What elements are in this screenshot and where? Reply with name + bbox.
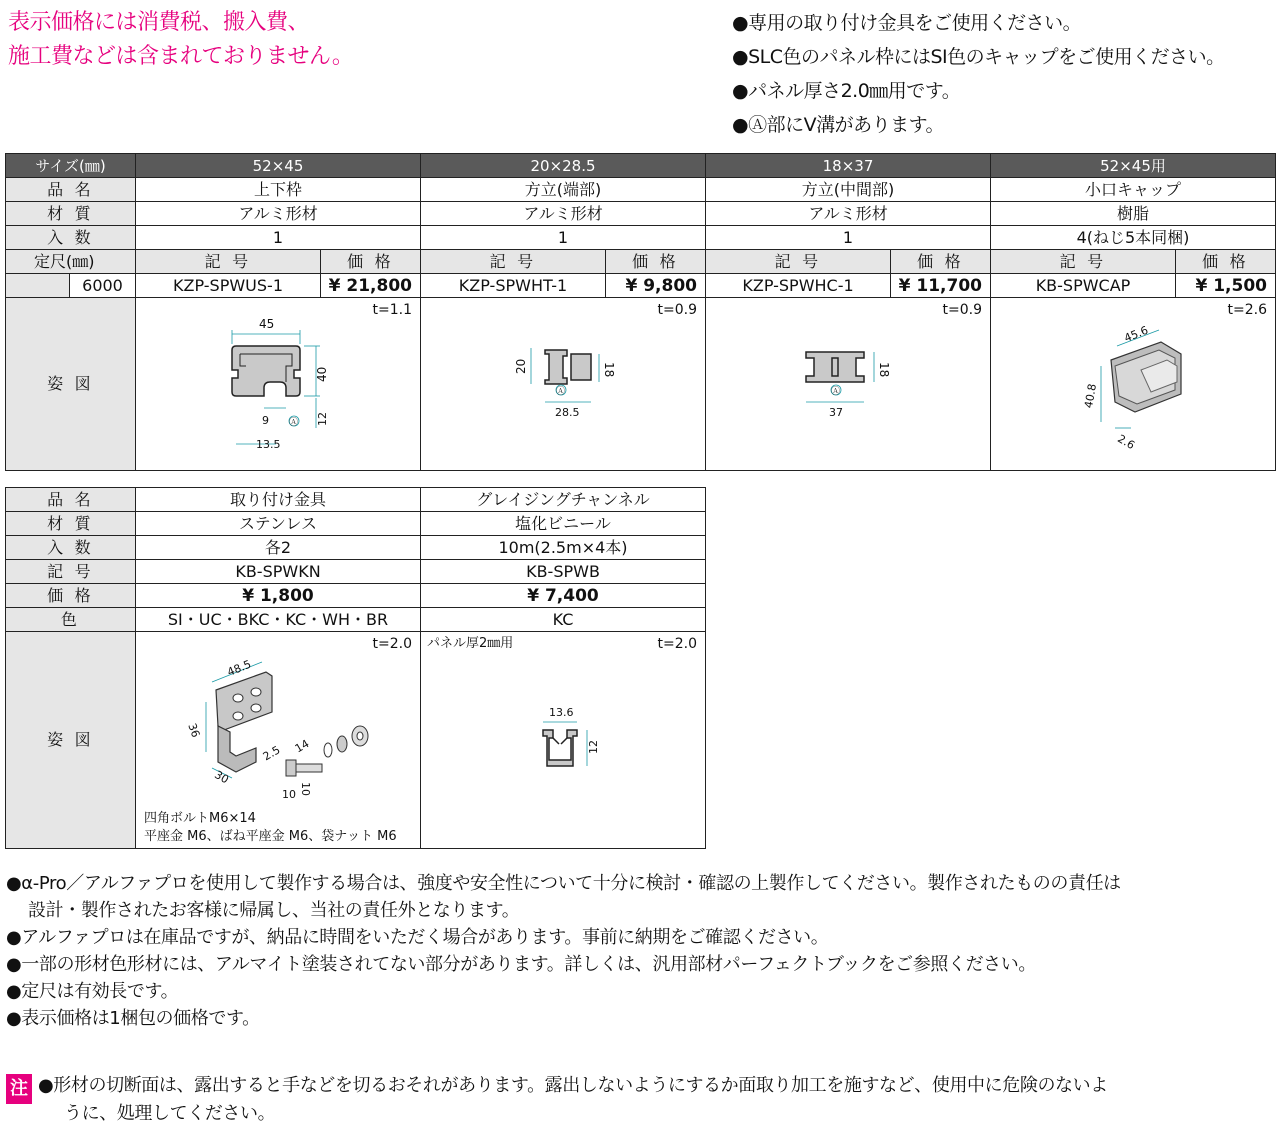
spec-note: ●SLC色のパネル枠にはSI色のキャップをご使用ください。 <box>732 46 1225 68</box>
figure-label: 姿 図 <box>6 632 136 849</box>
price-label: 価 格 <box>321 250 421 274</box>
price-label: 価 格 <box>6 584 136 608</box>
dim-w: 37 <box>829 406 844 419</box>
note-line: ●定尺は有効長です。 <box>6 981 179 1002</box>
size-col4: 52×45用 <box>991 154 1276 178</box>
qty-col2: 1 <box>421 226 706 250</box>
product-table-2 <box>5 487 706 849</box>
code-label: 記 号 <box>6 560 136 584</box>
price-col4: ¥ 1,500 <box>1176 274 1276 298</box>
code-label: 記 号 <box>706 250 891 274</box>
color-col1: SI・UC・BKC・KC・WH・BR <box>136 608 421 632</box>
note-line: ●アルファプロは在庫品ですが、納品に時間をいただく場合があります。事前に納期をご確認ください。 <box>6 927 829 948</box>
dim-h: 40.8 <box>1082 382 1100 410</box>
dim-h2: 18 <box>602 362 617 378</box>
size-col2: 20×28.5 <box>421 154 706 178</box>
material-label: 材 質 <box>6 202 136 226</box>
mark-a: Ⓐ <box>831 387 841 397</box>
dim-width: 45 <box>259 317 275 331</box>
code-col1: KB-SPWKN <box>136 560 421 584</box>
caution-text <box>38 1072 1108 1128</box>
qty-col1: 1 <box>136 226 421 250</box>
code-label: 記 号 <box>136 250 321 274</box>
price-note-line: 表示価格には消費税、搬入費、 <box>8 10 310 35</box>
material-col1: アルミ形材 <box>136 202 421 226</box>
dim-c: 10 <box>282 788 296 801</box>
figure-label: 姿 図 <box>6 298 136 471</box>
panel-note: パネル厚2㎜用 <box>427 636 514 651</box>
qty-col2: 10m(2.5m×4本) <box>421 536 706 560</box>
dim-a: 2.5 <box>260 743 283 764</box>
thickness-label: t=0.9 <box>657 302 698 318</box>
qty-col4: 4(ねじ5本同梱) <box>991 226 1276 250</box>
name-col2: 方立(端部) <box>421 178 706 202</box>
material-col4: 樹脂 <box>991 202 1276 226</box>
qty-label: 入 数 <box>6 536 136 560</box>
name-col3: 方立(中間部) <box>706 178 991 202</box>
qty-col3: 1 <box>706 226 991 250</box>
material-col2: 塩化ビニール <box>421 512 706 536</box>
name-col1: 取り付け金具 <box>136 488 421 512</box>
length-value: 6000 <box>70 274 136 298</box>
price-col3: ¥ 11,700 <box>891 274 991 298</box>
spec-notes <box>732 6 1225 142</box>
size-col1: 52×45 <box>136 154 421 178</box>
note-line: ●表示価格は1梱包の価格です。 <box>6 1008 260 1029</box>
dim-h: 12 <box>587 740 600 754</box>
dim-c: 13.5 <box>256 438 281 451</box>
figure-bracket <box>136 632 421 849</box>
price-note <box>8 6 353 74</box>
color-col2: KC <box>421 608 706 632</box>
spec-note: ●専用の取り付け金具をご使用ください。 <box>732 12 1082 34</box>
price-col1: ¥ 21,800 <box>321 274 421 298</box>
dim-d: 30 <box>212 768 231 787</box>
material-col3: アルミ形材 <box>706 202 991 226</box>
length-spacer <box>6 274 70 298</box>
price-note-line: 施工費などは含まれておりません。 <box>8 44 354 69</box>
general-notes <box>6 870 1121 1032</box>
spec-note: ●Ⓐ部にV溝があります。 <box>732 114 945 136</box>
dim-e: 10 <box>299 782 312 796</box>
thickness-label: t=0.9 <box>942 302 983 318</box>
code-col2: KB-SPWB <box>421 560 706 584</box>
qty-col1: 各2 <box>136 536 421 560</box>
dim-d: 2.6 <box>1115 432 1137 453</box>
name-label: 品 名 <box>6 488 136 512</box>
price-label: 価 格 <box>891 250 991 274</box>
figure-channel <box>421 632 706 849</box>
thickness-label: t=2.0 <box>372 636 412 652</box>
price-label: 価 格 <box>1176 250 1276 274</box>
price-col2: ¥ 7,400 <box>421 584 706 608</box>
dim-w: 28.5 <box>555 406 580 419</box>
price-col1: ¥ 1,800 <box>136 584 421 608</box>
glazing-channel-drawing <box>421 632 706 848</box>
dim-h: 36 <box>185 721 203 740</box>
dim-w: 13.6 <box>549 706 574 719</box>
name-col1: 上下枠 <box>136 178 421 202</box>
dim-h: 18 <box>877 362 892 378</box>
caution-badge: 注 <box>6 1074 32 1104</box>
product-table-1 <box>5 153 1276 471</box>
code-col1: KZP-SPWUS-1 <box>136 274 321 298</box>
price-label: 価 格 <box>606 250 706 274</box>
name-label: 品 名 <box>6 178 136 202</box>
size-col3: 18×37 <box>706 154 991 178</box>
figure-col4 <box>991 298 1276 471</box>
note-line: ●α-Pro／アルファプロを使用して製作する場合は、強度や安全性について十分に検討・確認の上製作してください。製作されたものの責任は <box>6 873 1121 894</box>
parts-line: 四角ボルトM6×14 <box>144 811 256 826</box>
dim-b: 12 <box>316 412 330 426</box>
name-col2: グレイジングチャンネル <box>421 488 706 512</box>
mark-a: Ⓐ <box>289 418 299 428</box>
code-col4: KB-SPWCAP <box>991 274 1176 298</box>
mullion-end-drawing <box>421 298 706 470</box>
parts-line: 平座金 M6、ばね平座金 M6、袋ナット M6 <box>144 829 397 844</box>
figure-col3 <box>706 298 991 471</box>
spec-note: ●パネル厚さ2.0㎜用です。 <box>732 80 961 102</box>
dim-w: 48.5 <box>225 657 254 679</box>
frame-profile-drawing <box>136 298 421 470</box>
dim-h1: 20 <box>514 358 529 374</box>
mullion-middle-drawing <box>706 298 991 470</box>
code-col2: KZP-SPWHT-1 <box>421 274 606 298</box>
price-col2: ¥ 9,800 <box>606 274 706 298</box>
material-col2: アルミ形材 <box>421 202 706 226</box>
dim-a: 9 <box>262 414 270 427</box>
code-col3: KZP-SPWHC-1 <box>706 274 891 298</box>
figure-col1 <box>136 298 421 471</box>
dim-w: 45.6 <box>1122 323 1151 345</box>
thickness-label: t=2.6 <box>1227 302 1268 318</box>
material-col1: ステンレス <box>136 512 421 536</box>
caution-line: ●形材の切断面は、露出すると手などを切るおそれがあります。露出しないようにするか面取り加工を施すなど、使用中に危険のないよ <box>38 1075 1108 1096</box>
note-line: 設計・製作されたお客様に帰属し、当社の責任外となります。 <box>28 900 520 921</box>
dim-height: 40 <box>315 366 330 382</box>
material-label: 材 質 <box>6 512 136 536</box>
color-label: 色 <box>6 608 136 632</box>
figure-col2 <box>421 298 706 471</box>
thickness-label: t=1.1 <box>372 302 413 318</box>
thickness-label: t=2.0 <box>657 636 697 652</box>
dim-b: 14 <box>292 737 312 756</box>
code-label: 記 号 <box>421 250 606 274</box>
size-label: サイズ(㎜) <box>6 154 136 178</box>
name-col4: 小口キャップ <box>991 178 1276 202</box>
length-label: 定尺(㎜) <box>6 250 136 274</box>
parts-list <box>144 810 397 846</box>
code-label: 記 号 <box>991 250 1176 274</box>
caution-line: うに、処理してください。 <box>64 1103 276 1124</box>
qty-label: 入 数 <box>6 226 136 250</box>
mark-a: Ⓐ <box>556 387 566 397</box>
note-line: ●一部の形材色形材には、アルマイト塗装されてない部分があります。詳しくは、汎用部材パーフェクトブックをご参照ください。 <box>6 954 1036 975</box>
end-cap-drawing <box>991 298 1276 470</box>
